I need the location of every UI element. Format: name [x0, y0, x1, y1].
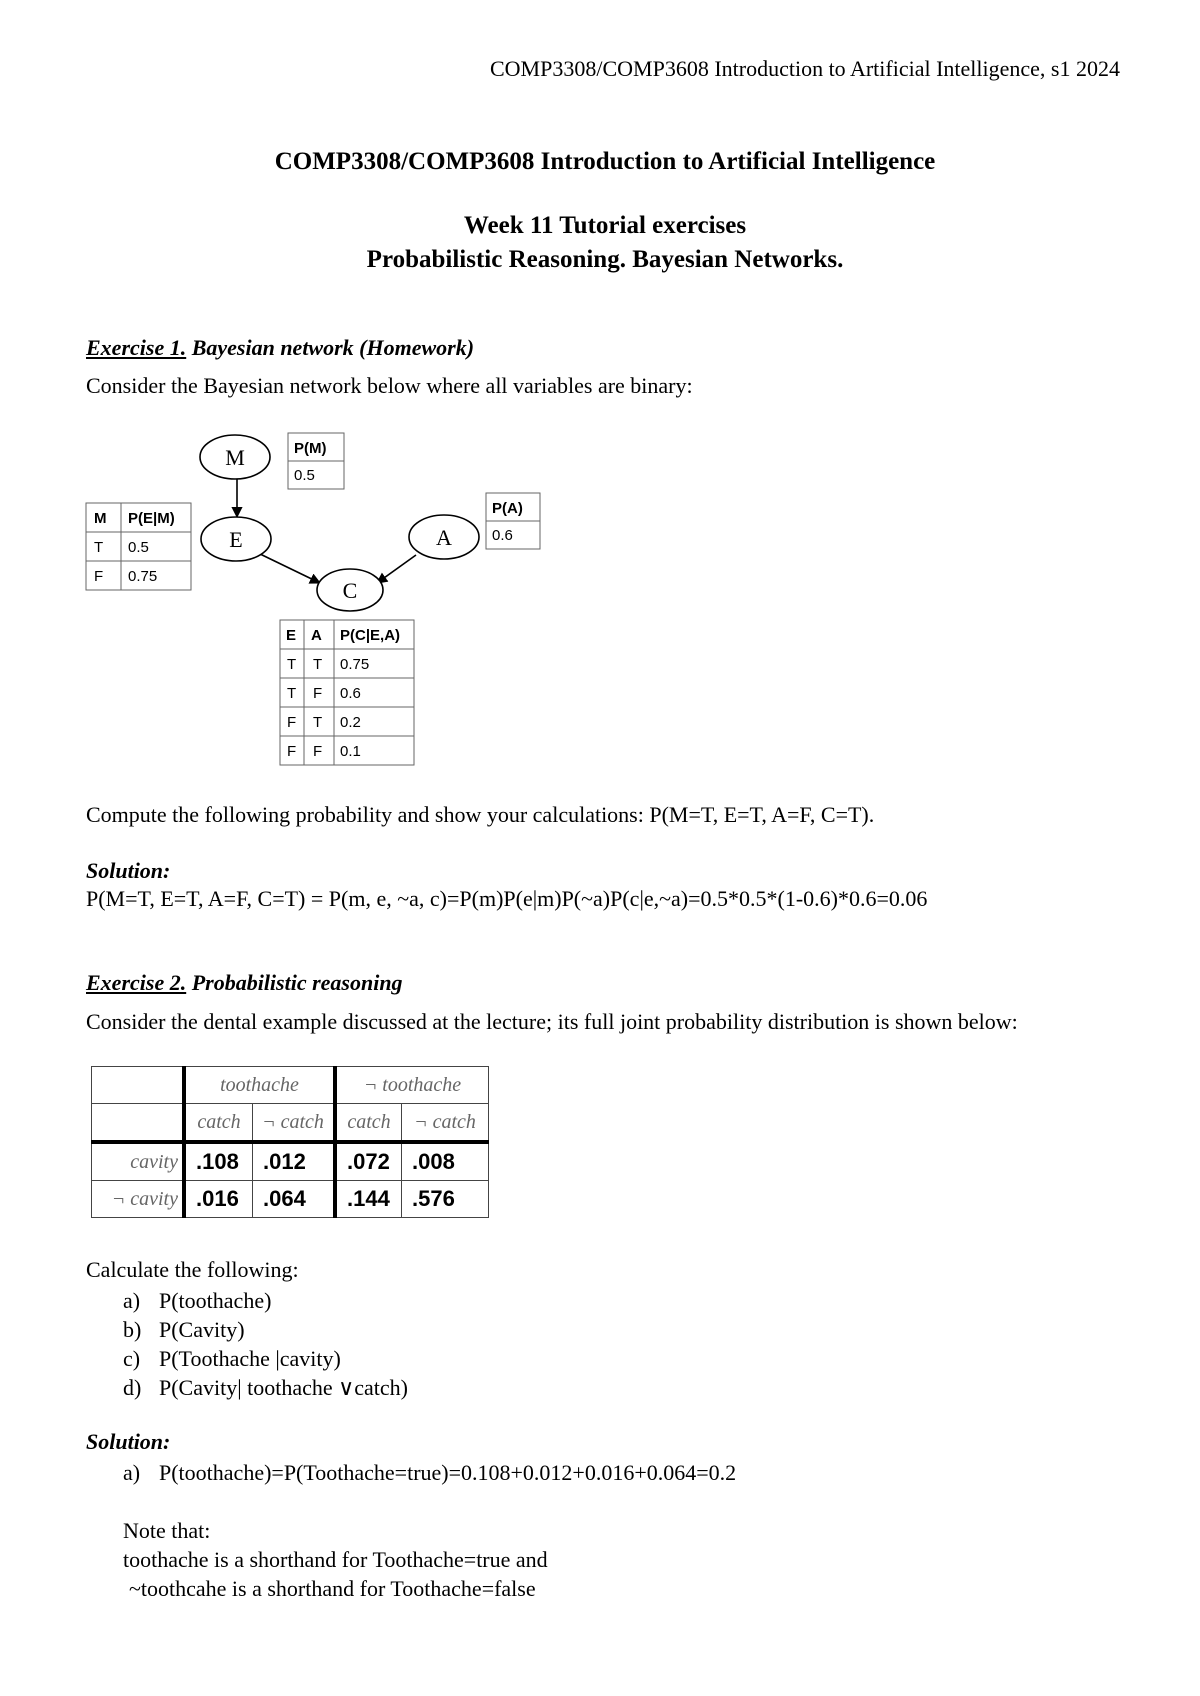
- running-header: COMP3308/COMP3608 Introduction to Artificial Intelligence, s1 2024: [489, 56, 1120, 81]
- node-c-label: C: [342, 578, 358, 603]
- cell-value: .064: [253, 1181, 336, 1218]
- note-line: toothache is a shorthand for Toothache=true and: [123, 1547, 548, 1572]
- cell-value: .016: [184, 1181, 253, 1218]
- week-title: Week 11 Tutorial exercises: [463, 212, 747, 239]
- exercise1-intro: Consider the Bayesian network below where all variables are binary:: [86, 373, 693, 398]
- cpt-pc-r1c1: F: [313, 685, 323, 702]
- joint-distribution-table: [91, 1066, 489, 1218]
- bayesian-network-diagram: [80, 420, 600, 780]
- cpt-pc-r3c1: F: [313, 743, 323, 760]
- list-item: [123, 1315, 408, 1344]
- cpt-pc-col1: E: [286, 627, 297, 644]
- node-m-label: M: [225, 445, 245, 470]
- cpt-pc-col2: A: [311, 627, 322, 644]
- exercise2-solution-a: [123, 1458, 736, 1487]
- cell-value: .576: [402, 1181, 489, 1218]
- cell-value: .072: [335, 1142, 402, 1181]
- list-item-text: P(Cavity): [159, 1317, 245, 1342]
- solution-a-text: P(toothache)=P(Toothache=true)=0.108+0.012+0.016+0.064=0.2: [159, 1460, 737, 1485]
- list-item-label: a): [123, 1288, 141, 1313]
- cpt-pc-r3c0: F: [287, 743, 297, 760]
- note-line: Note that:: [123, 1518, 211, 1543]
- cpt-pc-r0c0: T: [287, 656, 297, 673]
- list-item-text: P(toothache): [159, 1288, 272, 1313]
- cpt-pc-r3c2: 0.1: [340, 743, 361, 760]
- empty-cell: [92, 1067, 185, 1104]
- col-not-catch: ¬ catch: [253, 1104, 336, 1143]
- cpt-pa-value: 0.6: [492, 527, 513, 544]
- exercise2-intro: Consider the dental example discussed at the lecture; its full joint probability distribution is shown below:: [86, 1009, 1018, 1034]
- col-not-catch: ¬ catch: [402, 1104, 489, 1143]
- col-group-not-toothache: ¬ toothache: [335, 1067, 489, 1104]
- list-item-label: c): [123, 1346, 141, 1371]
- list-item: [123, 1344, 408, 1373]
- exercise1-solution: P(M=T, E=T, A=F, C=T) = P(m, e, ~a, c)=P(m)P(e|m)P(~a)P(c|e,~a)=0.5*0.5*(1-0.6)*0.6=0.06: [86, 886, 928, 911]
- list-item: [123, 1373, 408, 1402]
- cpt-pc-r2c0: F: [287, 714, 297, 731]
- exercise1-question: Compute the following probability and show your calculations: P(M=T, E=T, A=F, C=T).: [86, 802, 875, 827]
- exercise2-note: [123, 1516, 548, 1603]
- solution-a-label: a): [123, 1460, 141, 1485]
- list-item-text: P(Toothache |cavity): [159, 1346, 341, 1371]
- cpt-pe-col1: M: [94, 510, 107, 527]
- col-catch: catch: [184, 1104, 253, 1143]
- exercise2-question-list: [123, 1286, 408, 1402]
- col-group-toothache: toothache: [184, 1067, 335, 1104]
- cpt-pe-r1c0: F: [94, 568, 104, 585]
- node-e-label: E: [229, 527, 243, 552]
- list-item-text: P(Cavity| toothache ∨catch): [159, 1375, 408, 1400]
- cpt-pm-header: P(M): [294, 440, 327, 457]
- exercise2-solution-label: Solution:: [86, 1429, 171, 1454]
- exercise2-calc-intro: Calculate the following:: [86, 1257, 299, 1282]
- note-line: ~toothcahe is a shorthand for Toothache=false: [129, 1576, 536, 1601]
- cell-value: .012: [253, 1142, 336, 1181]
- cpt-pe-r1c1: 0.75: [128, 568, 158, 585]
- node-a-label: A: [436, 525, 452, 550]
- cpt-pe-r0c1: 0.5: [128, 539, 149, 556]
- edge-e-c: [258, 553, 320, 583]
- cpt-pm-value: 0.5: [294, 467, 315, 484]
- edge-a-c: [377, 555, 416, 583]
- empty-cell: [92, 1104, 185, 1143]
- cell-value: .008: [402, 1142, 489, 1181]
- exercise1-solution-label: Solution:: [86, 858, 171, 883]
- cell-value: .144: [335, 1181, 402, 1218]
- exercise2-heading: [86, 970, 403, 996]
- cpt-pc-r0c1: T: [313, 656, 323, 673]
- cpt-pc-r1c2: 0.6: [340, 685, 361, 702]
- row-not-cavity: ¬ cavity: [92, 1181, 185, 1218]
- cpt-pe-col2: P(E|M): [128, 510, 175, 527]
- cpt-pe-r0c0: T: [94, 539, 104, 556]
- cpt-pc-col3: P(C|E,A): [340, 627, 401, 644]
- cpt-pc-r0c2: 0.75: [340, 656, 370, 673]
- row-cavity: cavity: [92, 1142, 185, 1181]
- cpt-pa-header: P(A): [492, 500, 523, 517]
- col-catch: catch: [335, 1104, 402, 1143]
- exercise1-heading: [86, 335, 474, 361]
- cpt-pc-r2c2: 0.2: [340, 714, 361, 731]
- exercise2-title: Probabilistic reasoning: [191, 970, 403, 995]
- course-title: COMP3308/COMP3608 Introduction to Artificial Intelligence: [274, 148, 936, 175]
- cpt-pc-r1c0: T: [287, 685, 297, 702]
- exercise1-title: Bayesian network (Homework): [191, 335, 475, 360]
- list-item: [123, 1286, 408, 1315]
- list-item-label: b): [123, 1317, 142, 1342]
- exercise1-label: Exercise 1.: [86, 335, 187, 360]
- cell-value: .108: [184, 1142, 253, 1181]
- list-item-label: d): [123, 1375, 142, 1400]
- topic-title: Probabilistic Reasoning. Bayesian Networks.: [366, 246, 844, 273]
- exercise2-label: Exercise 2.: [86, 970, 187, 995]
- cpt-pc-r2c1: T: [313, 714, 323, 731]
